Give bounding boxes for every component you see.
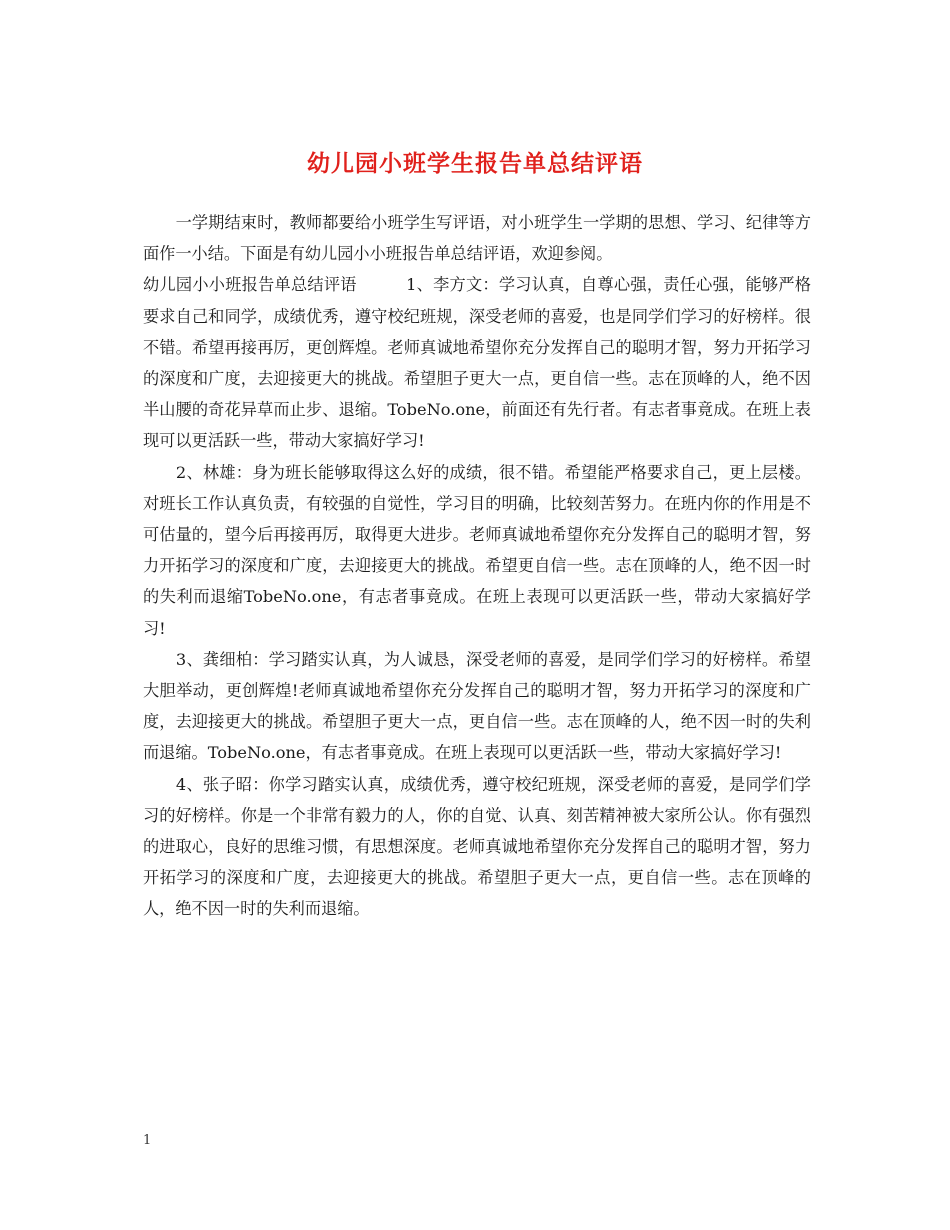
- page-title: 幼儿园小班学生报告单总结评语: [307, 150, 643, 178]
- comment-paragraph-3: 3、龚细柏：学习踏实认真，为人诚恳，深受老师的喜爱，是同学们学习的好榜样。希望大胆举动，更创辉煌!老师真诚地希望你充分发挥自己的聪明才智，努力开拓学习的深度和广度，去迎接更大的挑战。希望胆子更大一点，更自信一些。志在顶峰的人，绝不因一时的失利而退缩。TobeNo.one，有志者事竟成。在班上表现可以更活跃一些，带动大家搞好学习!: [143, 649, 811, 763]
- comment-paragraph-1: 幼儿园小小班报告单总结评语 1、李方文：学习认真，自尊心强，责任心强，能够严格要求自己和同学，成绩优秀，遵守校纪班规，深受老师的喜爱，也是同学们学习的好榜样。很不错。希望再接再厉，更创辉煌。老师真诚地希望你充分发挥自己的聪明才智，努力开拓学习的深度和广度，去迎接更大的挑战。希望胆子更大一点，更自信一些。志在顶峰的人，绝不因半山腰的奇花异草而止步、退缩。TobeNo.one，前面还有先行者。有志者事竟成。在班上表现可以更活跃一些，带动大家搞好学习!: [143, 275, 811, 451]
- comment-paragraph-4: 4、张子昭：你学习踏实认真，成绩优秀，遵守校纪班规，深受老师的喜爱，是同学们学习的好榜样。你是一个非常有毅力的人，你的自觉、认真、刻苦精神被大家所公认。你有强烈的进取心，良好的思维习惯，有思想深度。老师真诚地希望你充分发挥自己的聪明才智，努力开拓学习的深度和广度，去迎接更大的挑战。希望胆子更大一点，更自信一些。志在顶峰的人，绝不因一时的失利而退缩。: [143, 774, 811, 919]
- intro-paragraph: 一学期结束时，教师都要给小班学生写评语，对小班学生一学期的思想、学习、纪律等方面作一小结。下面是有幼儿园小小班报告单总结评语，欢迎参阅。: [143, 213, 811, 264]
- comment-paragraph-2: 2、林雄：身为班长能够取得这么好的成绩，很不错。希望能严格要求自己，更上层楼。对班长工作认真负责，有较强的自觉性，学习目的明确，比较刻苦努力。在班内你的作用是不可估量的，望今后再接再厉，取得更大进步。老师真诚地希望你充分发挥自己的聪明才智，努力开拓学习的深度和广度，去迎接更大的挑战。希望更自信一些。志在顶峰的人，绝不因一时的失利而退缩TobeNo.one，有志者事竟成。在班上表现可以更活跃一些，带动大家搞好学习!: [143, 462, 811, 638]
- page-number: 1: [143, 1133, 152, 1148]
- document-body: [143, 207, 811, 925]
